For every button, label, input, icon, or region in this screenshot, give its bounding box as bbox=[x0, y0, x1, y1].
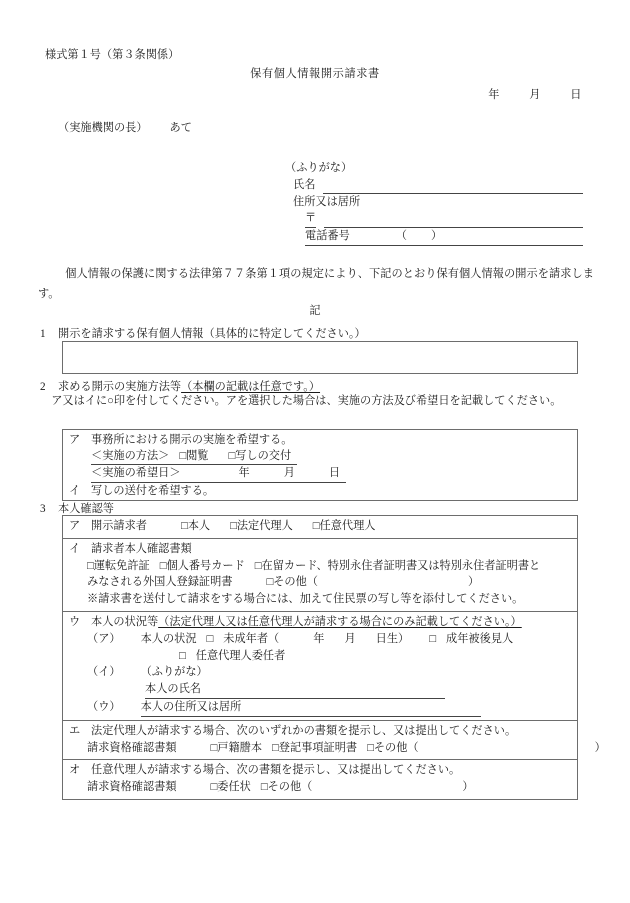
item1-title: 開示を請求する保有個人情報（具体的に特定してください。） bbox=[58, 328, 366, 340]
item2-option-a-mark: ア bbox=[69, 434, 81, 446]
legal-statement bbox=[38, 265, 594, 304]
item1-input-box[interactable] bbox=[62, 341, 578, 374]
date-line bbox=[488, 87, 582, 104]
row-e-text: 法定代理人が請求する場合、次のいずれかの書類を提示し、又は提出してください。 bbox=[91, 724, 517, 737]
table-row-applicant-type[interactable] bbox=[63, 516, 577, 539]
row-o-doc-label: 請求資格確認書類 bbox=[87, 781, 177, 794]
applicant-address-input[interactable] bbox=[324, 214, 583, 228]
checkbox-my-number-card[interactable]: □個人番号カード bbox=[159, 559, 245, 572]
addressee-suffix: あて bbox=[169, 122, 192, 134]
applicant-tel-label: 電話番号 bbox=[305, 230, 350, 243]
row-u-mark: ウ bbox=[69, 615, 81, 628]
sub-u-mark: （ウ） bbox=[87, 700, 121, 713]
item2-options-box bbox=[62, 429, 578, 501]
item2-desired-month: 月 bbox=[283, 467, 295, 480]
table-row-legal-rep-docs[interactable] bbox=[63, 721, 606, 761]
row-a-label: 開示請求者 bbox=[91, 520, 147, 532]
row-u-label: 本人の状況等 bbox=[91, 615, 159, 628]
item2-option-b[interactable] bbox=[69, 483, 577, 499]
item2-desired-date-label: ＜実施の希望日＞ bbox=[91, 467, 181, 480]
minor-birth-year: 年 bbox=[313, 632, 325, 645]
item2-method-choice-copy[interactable]: □写しの交付 bbox=[228, 450, 292, 463]
ki-marker: 記 bbox=[309, 305, 321, 317]
row-o-mark: オ bbox=[69, 764, 81, 777]
checkbox-residence-card-cont: みなされる外国人登録証明書 bbox=[87, 576, 233, 589]
page-title: 保有個人情報開示請求書 bbox=[250, 68, 380, 80]
item2-desired-date-row[interactable] bbox=[69, 465, 577, 482]
checkbox-power-of-attorney[interactable]: □委任状 bbox=[210, 781, 251, 794]
item2-title: 求める開示の実施方法等 bbox=[58, 381, 182, 393]
checkbox-self[interactable]: □本人 bbox=[180, 520, 211, 532]
addressee-org: （実施機関の長） bbox=[58, 122, 148, 134]
row-i-label: 請求者本人確認書類 bbox=[91, 542, 192, 555]
applicant-block bbox=[283, 160, 583, 246]
row-a-mark: ア bbox=[69, 520, 81, 532]
item2-option-b-text: 写しの送付を希望する。 bbox=[91, 484, 215, 497]
checkbox-other-document[interactable]: □その他（ bbox=[266, 576, 318, 589]
row-u-sub-i bbox=[69, 664, 573, 681]
row-i-note: ※請求書を送付して請求をする場合には、加えて住民票の写し等を添付してください。 bbox=[87, 593, 524, 606]
identity-verification-table bbox=[62, 515, 606, 800]
applicant-name-input[interactable] bbox=[323, 180, 583, 194]
row-u-sub-u[interactable] bbox=[69, 699, 573, 717]
applicant-address-label: 住所又は居所 bbox=[293, 195, 361, 208]
row-e-mark: エ bbox=[69, 724, 81, 737]
applicant-furigana-label: （ふりがな） bbox=[285, 162, 353, 174]
sub-a-label: 本人の状況 bbox=[140, 632, 197, 645]
item3-title: 本人確認等 bbox=[58, 503, 114, 515]
checkbox-voluntary-other[interactable]: □その他（ bbox=[260, 781, 313, 794]
row-i-mark: イ bbox=[69, 542, 81, 555]
checkbox-voluntary-representative[interactable]: □任意代理人 bbox=[312, 520, 376, 532]
adult-ward-label: 成年被後見人 bbox=[446, 632, 514, 645]
minor-birth-month: 月 bbox=[344, 632, 356, 645]
postal-mark-icon: 〒 bbox=[305, 210, 316, 228]
checkbox-adult-ward[interactable]: □ bbox=[429, 632, 436, 645]
sub-i-mark: （イ） bbox=[87, 666, 121, 679]
item2-number: 2 bbox=[40, 381, 46, 393]
minor-label: 未成年者（ bbox=[223, 632, 280, 645]
applicant-name-label: 氏名 bbox=[293, 178, 316, 191]
addressee bbox=[58, 120, 192, 137]
item2-instruction bbox=[40, 393, 596, 411]
checkbox-residence-card[interactable]: □在留カード、特別永住者証明書又は特別永住者証明書と bbox=[254, 559, 541, 572]
table-row-voluntary-rep-docs[interactable] bbox=[63, 760, 577, 799]
voluntary-other-paren-close: ） bbox=[462, 781, 474, 794]
row-u-label-note: （法定代理人又は任意代理人が請求する場合にのみ記載してください。） bbox=[158, 615, 522, 628]
checkbox-voluntary-delegator[interactable]: □ bbox=[179, 649, 186, 662]
row-o-text: 任意代理人が請求する場合、次の書類を提示し、又は提出してください。 bbox=[91, 764, 461, 777]
voluntary-delegator-label: 任意代理人委任者 bbox=[195, 649, 286, 662]
table-row-identity-documents[interactable] bbox=[63, 539, 577, 612]
row-e-doc-label: 請求資格確認書類 bbox=[87, 741, 177, 754]
date-day-label: 日 bbox=[570, 89, 582, 101]
item2-option-b-mark: イ bbox=[69, 484, 81, 497]
sub-u-address-label: 本人の住所又は居所 bbox=[140, 700, 242, 713]
legal-statement-text: 個人情報の保護に関する法律第７７条第１項の規定により、下記のとおり保有個人情報の開示を請求します。 bbox=[38, 268, 594, 300]
other-document-paren-close: ） bbox=[467, 576, 480, 589]
row-u-name-row[interactable] bbox=[69, 681, 573, 699]
checkbox-legal-other[interactable]: □その他（ bbox=[367, 741, 419, 754]
item2-title-note: （本欄の記載は任意です。） bbox=[181, 381, 321, 393]
sub-i-name-label: 本人の氏名 bbox=[145, 683, 201, 696]
item3-number: 3 bbox=[40, 503, 46, 515]
checkbox-drivers-license[interactable]: □運転免許証 bbox=[87, 559, 150, 572]
item2-method-row[interactable] bbox=[69, 448, 577, 465]
applicant-tel-field[interactable] bbox=[305, 228, 583, 246]
sub-a-mark: （ア） bbox=[87, 632, 121, 645]
item2-option-a-text: 事務所における開示の実施を希望する。 bbox=[91, 434, 293, 446]
tel-paren-close: ） bbox=[430, 230, 443, 243]
row-u-sub-a-second[interactable] bbox=[69, 648, 573, 665]
checkbox-family-register[interactable]: □戸籍謄本 bbox=[210, 741, 263, 754]
legal-other-paren-close: ） bbox=[594, 741, 606, 754]
applicant-name-field[interactable] bbox=[293, 177, 583, 194]
sub-i-furigana-label: （ふりがな） bbox=[140, 666, 208, 679]
applicant-postal-field[interactable] bbox=[305, 210, 583, 228]
checkbox-minor[interactable]: □ bbox=[206, 632, 214, 645]
item2-instruction-text: ア又はイに○印を付してください。アを選択した場合は、実施の方法及び希望日を記載してください。 bbox=[51, 395, 562, 407]
item2-method-choice-browse[interactable]: □閲覧 bbox=[179, 450, 209, 463]
item2-option-a[interactable] bbox=[69, 432, 577, 448]
item2-desired-year: 年 bbox=[238, 467, 250, 480]
item2-desired-day: 日 bbox=[328, 467, 341, 480]
row-u-sub-a[interactable] bbox=[69, 631, 573, 648]
table-row-principal-status[interactable] bbox=[63, 612, 577, 721]
item1-number: 1 bbox=[40, 328, 46, 340]
date-year-label: 年 bbox=[488, 89, 500, 101]
date-month-label: 月 bbox=[529, 89, 541, 101]
minor-birth-day: 日生） bbox=[375, 632, 410, 645]
tel-paren-open: （ bbox=[395, 230, 431, 243]
checkbox-registry-certificate[interactable]: □登記事項証明書 bbox=[272, 741, 358, 754]
item2-method-label: ＜実施の方法＞ bbox=[91, 450, 170, 463]
checkbox-legal-representative[interactable]: □法定代理人 bbox=[230, 520, 293, 532]
form-number: 様式第１号（第３条関係） bbox=[45, 49, 180, 61]
